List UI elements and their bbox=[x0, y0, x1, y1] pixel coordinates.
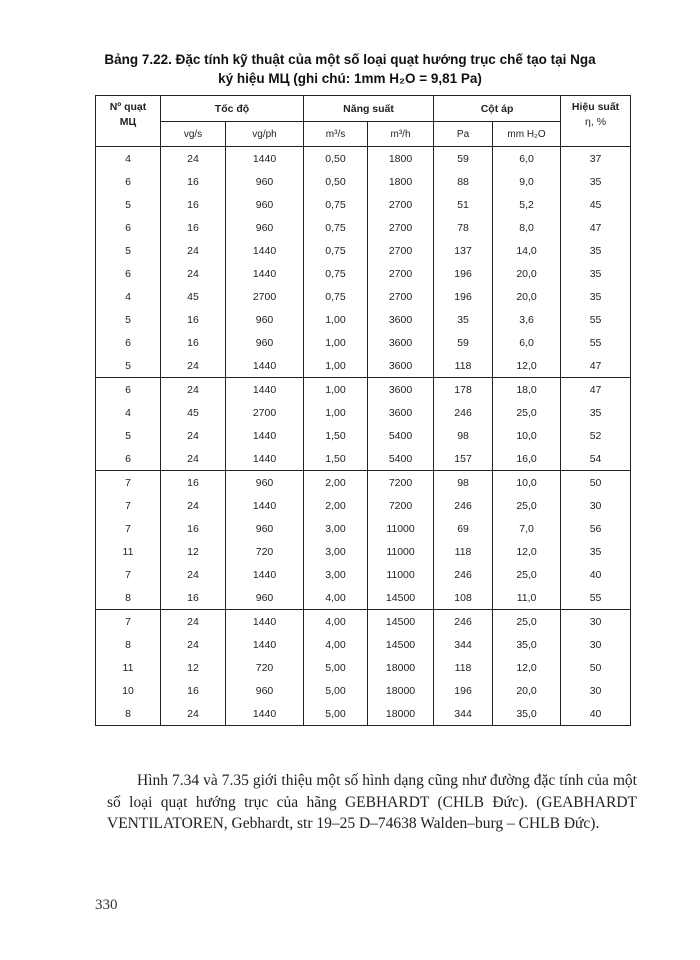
cell-pressure-pa: 246 bbox=[434, 610, 493, 634]
cell-speed-rpm: 960 bbox=[226, 193, 304, 216]
cell-pressure-pa: 118 bbox=[434, 656, 493, 679]
cell-speed-rpm: 1440 bbox=[226, 563, 304, 586]
header-pressure-mmh2o: mm H₂O bbox=[493, 122, 561, 147]
cell-pressure-pa: 344 bbox=[434, 633, 493, 656]
header-speed-rps: vg/s bbox=[161, 122, 226, 147]
cell-speed-rpm: 1440 bbox=[226, 239, 304, 262]
caption-line-1: Bảng 7.22. Đặc tính kỹ thuật của một số loại quạt hướng trục chế tạo tại Nga bbox=[104, 52, 596, 67]
cell-speed-rps: 16 bbox=[161, 331, 226, 354]
cell-capacity-m3s: 0,50 bbox=[304, 147, 368, 171]
cell-efficiency: 55 bbox=[561, 586, 631, 610]
cell-capacity-m3h: 18000 bbox=[368, 679, 434, 702]
table-row bbox=[96, 378, 631, 402]
cell-fan-no: 7 bbox=[96, 471, 161, 495]
table-row bbox=[96, 656, 631, 679]
caption-line-2: ký hiệu МЦ (ghi chú: 1mm H₂O = 9,81 Pa) bbox=[218, 71, 482, 86]
cell-capacity-m3h: 3600 bbox=[368, 378, 434, 402]
cell-pressure-mmh2o: 35,0 bbox=[493, 702, 561, 726]
cell-fan-no: 5 bbox=[96, 193, 161, 216]
table-row bbox=[96, 610, 631, 634]
cell-capacity-m3h: 14500 bbox=[368, 633, 434, 656]
cell-pressure-mmh2o: 5,2 bbox=[493, 193, 561, 216]
fan-spec-table bbox=[95, 95, 631, 726]
cell-speed-rpm: 960 bbox=[226, 586, 304, 610]
cell-fan-no: 5 bbox=[96, 308, 161, 331]
cell-speed-rps: 24 bbox=[161, 378, 226, 402]
cell-pressure-mmh2o: 20,0 bbox=[493, 679, 561, 702]
cell-speed-rps: 12 bbox=[161, 656, 226, 679]
cell-speed-rpm: 960 bbox=[226, 517, 304, 540]
cell-fan-no: 5 bbox=[96, 424, 161, 447]
cell-efficiency: 35 bbox=[561, 170, 631, 193]
cell-efficiency: 52 bbox=[561, 424, 631, 447]
cell-efficiency: 47 bbox=[561, 378, 631, 402]
cell-capacity-m3s: 0,75 bbox=[304, 193, 368, 216]
cell-speed-rpm: 1440 bbox=[226, 702, 304, 726]
page-number: 330 bbox=[95, 897, 118, 913]
cell-speed-rps: 24 bbox=[161, 702, 226, 726]
table-row bbox=[96, 540, 631, 563]
cell-pressure-pa: 178 bbox=[434, 378, 493, 402]
table-row bbox=[96, 354, 631, 378]
header-efficiency bbox=[561, 96, 631, 147]
cell-speed-rps: 16 bbox=[161, 193, 226, 216]
cell-capacity-m3h: 11000 bbox=[368, 517, 434, 540]
table-row bbox=[96, 239, 631, 262]
cell-efficiency: 30 bbox=[561, 494, 631, 517]
cell-efficiency: 50 bbox=[561, 471, 631, 495]
cell-pressure-pa: 59 bbox=[434, 331, 493, 354]
cell-speed-rpm: 960 bbox=[226, 308, 304, 331]
cell-pressure-pa: 344 bbox=[434, 702, 493, 726]
table-row bbox=[96, 633, 631, 656]
cell-capacity-m3s: 1,00 bbox=[304, 331, 368, 354]
header-capacity-m3h: m³/h bbox=[368, 122, 434, 147]
cell-pressure-pa: 108 bbox=[434, 586, 493, 610]
cell-efficiency: 47 bbox=[561, 354, 631, 378]
table-row bbox=[96, 147, 631, 171]
cell-fan-no: 8 bbox=[96, 633, 161, 656]
cell-pressure-pa: 118 bbox=[434, 354, 493, 378]
cell-fan-no: 10 bbox=[96, 679, 161, 702]
cell-capacity-m3s: 3,00 bbox=[304, 517, 368, 540]
table-row bbox=[96, 471, 631, 495]
cell-speed-rps: 45 bbox=[161, 401, 226, 424]
cell-pressure-pa: 98 bbox=[434, 424, 493, 447]
cell-speed-rpm: 1440 bbox=[226, 633, 304, 656]
cell-capacity-m3s: 1,50 bbox=[304, 424, 368, 447]
cell-efficiency: 40 bbox=[561, 563, 631, 586]
cell-pressure-mmh2o: 20,0 bbox=[493, 262, 561, 285]
cell-capacity-m3h: 2700 bbox=[368, 216, 434, 239]
header-pressure-pa: Pa bbox=[434, 122, 493, 147]
cell-capacity-m3h: 2700 bbox=[368, 285, 434, 308]
cell-speed-rpm: 960 bbox=[226, 331, 304, 354]
cell-speed-rpm: 960 bbox=[226, 679, 304, 702]
cell-pressure-mmh2o: 9,0 bbox=[493, 170, 561, 193]
table-row bbox=[96, 216, 631, 239]
cell-capacity-m3s: 1,00 bbox=[304, 354, 368, 378]
cell-speed-rps: 24 bbox=[161, 239, 226, 262]
cell-pressure-pa: 118 bbox=[434, 540, 493, 563]
cell-speed-rpm: 720 bbox=[226, 540, 304, 563]
cell-speed-rps: 24 bbox=[161, 494, 226, 517]
cell-speed-rpm: 960 bbox=[226, 471, 304, 495]
cell-pressure-mmh2o: 6,0 bbox=[493, 147, 561, 171]
cell-capacity-m3h: 2700 bbox=[368, 262, 434, 285]
cell-capacity-m3h: 3600 bbox=[368, 308, 434, 331]
cell-pressure-mmh2o: 7,0 bbox=[493, 517, 561, 540]
cell-pressure-mmh2o: 3,6 bbox=[493, 308, 561, 331]
cell-fan-no: 8 bbox=[96, 702, 161, 726]
cell-efficiency: 35 bbox=[561, 401, 631, 424]
cell-capacity-m3s: 3,00 bbox=[304, 540, 368, 563]
cell-pressure-pa: 246 bbox=[434, 401, 493, 424]
cell-speed-rps: 16 bbox=[161, 170, 226, 193]
cell-pressure-mmh2o: 16,0 bbox=[493, 447, 561, 471]
cell-pressure-pa: 196 bbox=[434, 679, 493, 702]
cell-capacity-m3h: 11000 bbox=[368, 540, 434, 563]
cell-capacity-m3h: 14500 bbox=[368, 586, 434, 610]
cell-fan-no: 11 bbox=[96, 656, 161, 679]
cell-speed-rpm: 2700 bbox=[226, 285, 304, 308]
cell-capacity-m3s: 4,00 bbox=[304, 633, 368, 656]
cell-capacity-m3s: 2,00 bbox=[304, 494, 368, 517]
cell-fan-no: 6 bbox=[96, 216, 161, 239]
cell-speed-rpm: 1440 bbox=[226, 494, 304, 517]
cell-efficiency: 35 bbox=[561, 239, 631, 262]
cell-speed-rps: 24 bbox=[161, 262, 226, 285]
cell-capacity-m3s: 4,00 bbox=[304, 610, 368, 634]
cell-efficiency: 30 bbox=[561, 679, 631, 702]
cell-capacity-m3h: 2700 bbox=[368, 193, 434, 216]
table-row bbox=[96, 308, 631, 331]
cell-capacity-m3h: 7200 bbox=[368, 494, 434, 517]
cell-efficiency: 55 bbox=[561, 308, 631, 331]
cell-capacity-m3s: 5,00 bbox=[304, 656, 368, 679]
cell-speed-rps: 16 bbox=[161, 308, 226, 331]
cell-capacity-m3s: 1,50 bbox=[304, 447, 368, 471]
header-speed: Tốc độ bbox=[161, 96, 304, 122]
cell-capacity-m3s: 1,00 bbox=[304, 378, 368, 402]
cell-fan-no: 6 bbox=[96, 378, 161, 402]
header-pressure: Cột áp bbox=[434, 96, 561, 122]
cell-pressure-pa: 69 bbox=[434, 517, 493, 540]
body-paragraph bbox=[107, 770, 637, 835]
cell-efficiency: 37 bbox=[561, 147, 631, 171]
cell-capacity-m3h: 18000 bbox=[368, 702, 434, 726]
cell-capacity-m3s: 1,00 bbox=[304, 308, 368, 331]
cell-capacity-m3h: 2700 bbox=[368, 239, 434, 262]
cell-efficiency: 47 bbox=[561, 216, 631, 239]
cell-speed-rps: 24 bbox=[161, 147, 226, 171]
table-row bbox=[96, 702, 631, 726]
cell-fan-no: 11 bbox=[96, 540, 161, 563]
cell-capacity-m3s: 5,00 bbox=[304, 702, 368, 726]
cell-fan-no: 6 bbox=[96, 262, 161, 285]
cell-capacity-m3h: 1800 bbox=[368, 170, 434, 193]
cell-efficiency: 50 bbox=[561, 656, 631, 679]
cell-efficiency: 54 bbox=[561, 447, 631, 471]
header-speed-rpm: vg/ph bbox=[226, 122, 304, 147]
cell-speed-rpm: 1440 bbox=[226, 424, 304, 447]
cell-pressure-pa: 157 bbox=[434, 447, 493, 471]
table-row bbox=[96, 447, 631, 471]
cell-capacity-m3s: 2,00 bbox=[304, 471, 368, 495]
header-fan-no bbox=[96, 96, 161, 147]
paragraph-text: Hình 7.34 và 7.35 giới thiệu một số hình dạng cũng như đường đặc tính của một số loại quạt hướng trục của hãng GEBHARDT (CHLB Đức). (GEABHARDT VENTILATOREN, Gebhardt, str 19–25 D–74638 Walden–burg – CHLB Đức). bbox=[107, 772, 637, 832]
cell-fan-no: 6 bbox=[96, 170, 161, 193]
table-row bbox=[96, 563, 631, 586]
cell-pressure-pa: 88 bbox=[434, 170, 493, 193]
cell-efficiency: 40 bbox=[561, 702, 631, 726]
cell-efficiency: 30 bbox=[561, 610, 631, 634]
table-row bbox=[96, 170, 631, 193]
cell-pressure-mmh2o: 20,0 bbox=[493, 285, 561, 308]
cell-pressure-mmh2o: 25,0 bbox=[493, 563, 561, 586]
table-row bbox=[96, 679, 631, 702]
cell-speed-rpm: 1440 bbox=[226, 147, 304, 171]
cell-pressure-mmh2o: 35,0 bbox=[493, 633, 561, 656]
cell-pressure-mmh2o: 10,0 bbox=[493, 424, 561, 447]
cell-pressure-mmh2o: 11,0 bbox=[493, 586, 561, 610]
cell-fan-no: 6 bbox=[96, 447, 161, 471]
header-fan-no-series: МЦ bbox=[119, 116, 137, 128]
cell-pressure-pa: 137 bbox=[434, 239, 493, 262]
cell-pressure-pa: 196 bbox=[434, 285, 493, 308]
cell-pressure-pa: 246 bbox=[434, 563, 493, 586]
cell-capacity-m3s: 0,75 bbox=[304, 285, 368, 308]
cell-speed-rps: 16 bbox=[161, 471, 226, 495]
cell-fan-no: 4 bbox=[96, 401, 161, 424]
cell-pressure-pa: 246 bbox=[434, 494, 493, 517]
cell-capacity-m3h: 3600 bbox=[368, 354, 434, 378]
cell-capacity-m3s: 0,50 bbox=[304, 170, 368, 193]
cell-speed-rps: 24 bbox=[161, 424, 226, 447]
cell-capacity-m3h: 1800 bbox=[368, 147, 434, 171]
cell-capacity-m3s: 0,75 bbox=[304, 216, 368, 239]
cell-capacity-m3s: 4,00 bbox=[304, 586, 368, 610]
cell-speed-rps: 16 bbox=[161, 216, 226, 239]
cell-fan-no: 4 bbox=[96, 285, 161, 308]
table-row bbox=[96, 401, 631, 424]
cell-capacity-m3s: 1,00 bbox=[304, 401, 368, 424]
header-efficiency-label: Hiệu suất bbox=[571, 101, 620, 113]
cell-speed-rps: 24 bbox=[161, 354, 226, 378]
cell-capacity-m3h: 14500 bbox=[368, 610, 434, 634]
header-capacity-m3s: m³/s bbox=[304, 122, 368, 147]
cell-efficiency: 55 bbox=[561, 331, 631, 354]
table-row bbox=[96, 586, 631, 610]
cell-speed-rpm: 1440 bbox=[226, 262, 304, 285]
cell-capacity-m3s: 0,75 bbox=[304, 239, 368, 262]
cell-capacity-m3s: 5,00 bbox=[304, 679, 368, 702]
cell-pressure-mmh2o: 8,0 bbox=[493, 216, 561, 239]
cell-capacity-m3h: 11000 bbox=[368, 563, 434, 586]
cell-fan-no: 7 bbox=[96, 610, 161, 634]
cell-speed-rps: 24 bbox=[161, 633, 226, 656]
cell-pressure-mmh2o: 12,0 bbox=[493, 656, 561, 679]
cell-pressure-pa: 51 bbox=[434, 193, 493, 216]
cell-pressure-mmh2o: 25,0 bbox=[493, 610, 561, 634]
cell-pressure-mmh2o: 12,0 bbox=[493, 354, 561, 378]
cell-capacity-m3s: 3,00 bbox=[304, 563, 368, 586]
cell-pressure-mmh2o: 6,0 bbox=[493, 331, 561, 354]
table-row bbox=[96, 262, 631, 285]
cell-capacity-m3h: 18000 bbox=[368, 656, 434, 679]
cell-speed-rps: 24 bbox=[161, 610, 226, 634]
cell-capacity-m3h: 7200 bbox=[368, 471, 434, 495]
cell-fan-no: 7 bbox=[96, 494, 161, 517]
table-row bbox=[96, 193, 631, 216]
cell-speed-rps: 24 bbox=[161, 563, 226, 586]
header-capacity: Năng suất bbox=[304, 96, 434, 122]
cell-pressure-mmh2o: 25,0 bbox=[493, 494, 561, 517]
cell-pressure-pa: 98 bbox=[434, 471, 493, 495]
cell-pressure-pa: 59 bbox=[434, 147, 493, 171]
cell-efficiency: 35 bbox=[561, 540, 631, 563]
table-row bbox=[96, 285, 631, 308]
cell-efficiency: 45 bbox=[561, 193, 631, 216]
cell-speed-rpm: 960 bbox=[226, 170, 304, 193]
table-row bbox=[96, 494, 631, 517]
cell-capacity-m3h: 3600 bbox=[368, 331, 434, 354]
cell-speed-rps: 24 bbox=[161, 447, 226, 471]
cell-fan-no: 6 bbox=[96, 331, 161, 354]
header-efficiency-unit: η, % bbox=[585, 116, 607, 128]
cell-pressure-mmh2o: 12,0 bbox=[493, 540, 561, 563]
cell-fan-no: 5 bbox=[96, 239, 161, 262]
cell-speed-rpm: 1440 bbox=[226, 610, 304, 634]
cell-capacity-m3h: 5400 bbox=[368, 424, 434, 447]
cell-fan-no: 4 bbox=[96, 147, 161, 171]
cell-efficiency: 35 bbox=[561, 262, 631, 285]
table-body bbox=[96, 147, 631, 726]
cell-efficiency: 35 bbox=[561, 285, 631, 308]
table-row bbox=[96, 424, 631, 447]
table-row bbox=[96, 331, 631, 354]
cell-capacity-m3s: 0,75 bbox=[304, 262, 368, 285]
cell-speed-rpm: 1440 bbox=[226, 378, 304, 402]
cell-speed-rpm: 720 bbox=[226, 656, 304, 679]
cell-pressure-pa: 196 bbox=[434, 262, 493, 285]
cell-speed-rps: 16 bbox=[161, 517, 226, 540]
cell-efficiency: 30 bbox=[561, 633, 631, 656]
cell-speed-rpm: 1440 bbox=[226, 447, 304, 471]
cell-pressure-mmh2o: 10,0 bbox=[493, 471, 561, 495]
cell-efficiency: 56 bbox=[561, 517, 631, 540]
cell-speed-rps: 45 bbox=[161, 285, 226, 308]
cell-speed-rps: 16 bbox=[161, 679, 226, 702]
cell-fan-no: 5 bbox=[96, 354, 161, 378]
cell-pressure-mmh2o: 25,0 bbox=[493, 401, 561, 424]
cell-pressure-mmh2o: 14,0 bbox=[493, 239, 561, 262]
cell-fan-no: 7 bbox=[96, 563, 161, 586]
cell-speed-rps: 16 bbox=[161, 586, 226, 610]
cell-fan-no: 8 bbox=[96, 586, 161, 610]
header-fan-no-label: Nº quạt bbox=[109, 101, 147, 113]
table-row bbox=[96, 517, 631, 540]
table-caption bbox=[60, 50, 640, 88]
cell-fan-no: 7 bbox=[96, 517, 161, 540]
cell-pressure-pa: 78 bbox=[434, 216, 493, 239]
cell-capacity-m3h: 5400 bbox=[368, 447, 434, 471]
cell-speed-rps: 12 bbox=[161, 540, 226, 563]
cell-speed-rpm: 2700 bbox=[226, 401, 304, 424]
cell-speed-rpm: 960 bbox=[226, 216, 304, 239]
cell-pressure-pa: 35 bbox=[434, 308, 493, 331]
cell-pressure-mmh2o: 18,0 bbox=[493, 378, 561, 402]
cell-capacity-m3h: 3600 bbox=[368, 401, 434, 424]
cell-speed-rpm: 1440 bbox=[226, 354, 304, 378]
